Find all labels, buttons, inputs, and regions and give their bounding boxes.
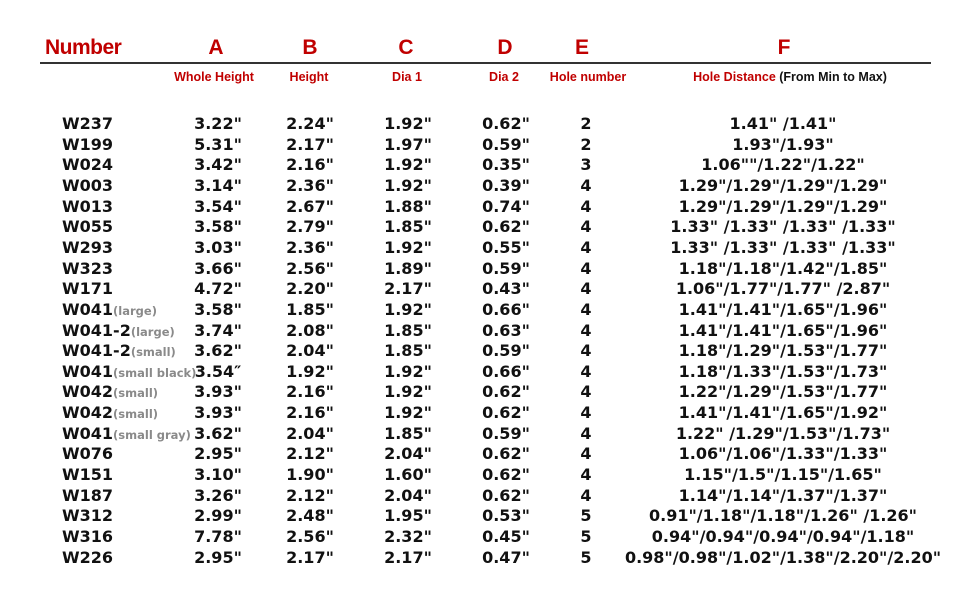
header-d: D (497, 36, 513, 59)
cell-f: 1.14"/1.14"/1.37"/1.37" (678, 485, 888, 505)
model-number: W013 (62, 196, 114, 216)
cell-a: 3.42" (194, 155, 242, 175)
cell-c: 2.04" (384, 485, 432, 505)
header-f: F (777, 36, 791, 59)
model-number: W323 (62, 258, 114, 278)
cell-f: 1.06""/1.22"/1.22" (701, 155, 865, 175)
cell-f: 1.33" /1.33" /1.33" /1.33" (670, 217, 896, 237)
cell-b: 2.17" (286, 547, 334, 567)
header-c: C (398, 36, 414, 59)
header-b: B (302, 36, 318, 59)
cell-f: 1.29"/1.29"/1.29"/1.29" (678, 175, 888, 195)
table-row (0, 548, 970, 568)
cell-number (62, 506, 113, 526)
table-row (0, 362, 970, 382)
cell-b: 2.16" (286, 403, 334, 423)
cell-b: 2.56" (286, 527, 334, 546)
model-number: W199 (62, 134, 114, 154)
cell-number (62, 403, 158, 424)
cell-f: 1.18"/1.18"/1.42"/1.85" (678, 258, 888, 278)
cell-a: 3.54″ (194, 361, 242, 381)
cell-a: 3.14" (194, 175, 242, 195)
cell-c: 1.92" (384, 403, 432, 423)
cell-number (62, 197, 113, 217)
model-number: W041-2 (62, 341, 131, 361)
cell-e: 4 (580, 175, 592, 195)
cell-d: 0.55" (482, 237, 530, 257)
cell-b: 2.16" (286, 155, 334, 175)
cell-f: 1.41"/1.41"/1.65"/1.92" (678, 403, 888, 423)
model-number: W041 (62, 299, 114, 319)
cell-f: 1.22"/1.29"/1.53"/1.77" (678, 382, 888, 402)
cell-e: 4 (580, 196, 592, 216)
cell-d: 0.62" (482, 382, 530, 402)
table-row (0, 382, 970, 402)
cell-d: 0.59" (482, 341, 530, 361)
cell-d: 0.62" (482, 465, 530, 485)
cell-c: 1.89" (384, 258, 432, 278)
table-row (0, 114, 970, 134)
table-row (0, 444, 970, 464)
cell-d: 0.62" (482, 485, 530, 505)
cell-b: 2.79" (286, 217, 334, 237)
cell-f: 1.22" /1.29"/1.53"/1.73" (675, 423, 891, 443)
model-number: W237 (62, 114, 114, 133)
cell-b: 1.85" (286, 299, 334, 319)
cell-e: 4 (580, 485, 592, 505)
model-number: W187 (62, 485, 114, 505)
cell-d: 0.66" (482, 361, 530, 381)
cell-number (62, 527, 113, 547)
cell-e: 2 (580, 134, 592, 154)
table-row (0, 135, 970, 155)
cell-number (62, 548, 113, 568)
table-row (0, 403, 970, 423)
cell-d: 0.63" (482, 320, 530, 340)
cell-e: 4 (580, 465, 592, 485)
cell-d: 0.74" (482, 196, 530, 216)
subheader-b: Height (289, 70, 329, 84)
cell-e: 4 (580, 258, 592, 278)
cell-e: 5 (580, 527, 592, 546)
cell-d: 0.59" (482, 134, 530, 154)
cell-c: 2.17" (384, 279, 432, 299)
subheader-f-label: Hole Distance (693, 70, 776, 84)
cell-b: 2.48" (286, 506, 334, 526)
cell-c: 1.85" (384, 320, 432, 340)
subheader-f (693, 70, 887, 84)
cell-number (62, 135, 113, 155)
model-number: W042 (62, 382, 114, 402)
cell-number (62, 259, 113, 279)
cell-number (62, 382, 158, 403)
cell-number (62, 238, 113, 258)
model-number: W076 (62, 444, 114, 464)
cell-e: 4 (580, 444, 592, 464)
cell-b: 2.67" (286, 196, 334, 216)
cell-number (62, 465, 113, 485)
model-number: W293 (62, 237, 114, 257)
table-row (0, 176, 970, 196)
cell-e: 5 (580, 547, 592, 567)
cell-a: 3.10" (194, 465, 242, 485)
cell-d: 0.66" (482, 299, 530, 319)
cell-d: 0.62" (482, 217, 530, 237)
model-number: W226 (62, 547, 114, 567)
cell-a: 3.93" (194, 382, 242, 402)
cell-c: 1.88" (384, 196, 432, 216)
cell-e: 4 (580, 217, 592, 237)
cell-d: 0.62" (482, 444, 530, 464)
cell-number (62, 155, 113, 175)
cell-e: 4 (580, 320, 592, 340)
cell-d: 0.39" (482, 175, 530, 195)
cell-f: 1.93"/1.93" (732, 134, 834, 154)
cell-c: 1.85" (384, 423, 432, 443)
cell-a: 4.72" (194, 279, 242, 299)
cell-a: 3.54" (194, 196, 242, 216)
cell-f: 1.15"/1.5"/1.15"/1.65" (684, 465, 882, 485)
model-note: (small gray) (113, 427, 191, 442)
table-row (0, 300, 970, 320)
cell-e: 4 (580, 382, 592, 402)
cell-a: 3.58" (194, 217, 242, 237)
cell-f: 1.33" /1.33" /1.33" /1.33" (670, 237, 896, 257)
model-note: (small) (113, 407, 159, 422)
cell-b: 2.16" (286, 382, 334, 402)
model-note: (small) (130, 345, 176, 360)
cell-f: 0.91"/1.18"/1.18"/1.26" /1.26" (648, 506, 918, 526)
table-row (0, 465, 970, 485)
cell-c: 1.92" (384, 155, 432, 175)
cell-c: 1.92" (384, 237, 432, 257)
table-row (0, 155, 970, 175)
cell-a: 7.78" (194, 527, 242, 546)
table-row (0, 527, 970, 547)
cell-a: 3.58" (194, 299, 242, 319)
cell-f: 1.41"/1.41"/1.65"/1.96" (678, 320, 888, 340)
cell-a: 3.62" (194, 423, 242, 443)
cell-f: 1.18"/1.29"/1.53"/1.77" (678, 341, 888, 361)
cell-f: 0.94"/0.94"/0.94"/0.94"/1.18" (651, 527, 915, 546)
header-divider (40, 62, 931, 64)
subheader-a: Whole Height (174, 70, 254, 84)
cell-c: 1.92" (384, 299, 432, 319)
model-number: W171 (62, 279, 114, 299)
cell-c: 1.92" (384, 361, 432, 381)
model-note: (small) (113, 386, 159, 401)
cell-number (62, 321, 175, 342)
cell-b: 2.04" (286, 341, 334, 361)
cell-b: 2.56" (286, 258, 334, 278)
cell-c: 1.92" (384, 175, 432, 195)
cell-e: 4 (580, 423, 592, 443)
cell-e: 4 (580, 341, 592, 361)
table-row (0, 486, 970, 506)
cell-d: 0.35" (482, 155, 530, 175)
table-row (0, 506, 970, 526)
cell-a: 3.74" (194, 320, 242, 340)
cell-number (62, 217, 113, 237)
model-number: W003 (62, 175, 114, 195)
cell-number (62, 300, 157, 321)
table-row (0, 197, 970, 217)
cell-c: 1.60" (384, 465, 432, 485)
table-row (0, 341, 970, 361)
cell-e: 4 (580, 403, 592, 423)
cell-c: 1.92" (384, 114, 432, 133)
cell-e: 4 (580, 237, 592, 257)
cell-c: 2.17" (384, 547, 432, 567)
cell-b: 2.17" (286, 134, 334, 154)
cell-a: 3.03" (194, 237, 242, 257)
model-note: (large) (113, 303, 157, 318)
cell-f: 1.18"/1.33"/1.53"/1.73" (678, 361, 888, 381)
cell-f: 1.06"/1.77"/1.77" /2.87" (675, 279, 891, 299)
table-row (0, 279, 970, 299)
model-number: W041 (62, 423, 114, 443)
cell-a: 3.22" (194, 114, 242, 133)
cell-b: 2.24" (286, 114, 334, 133)
cell-b: 2.08" (286, 320, 334, 340)
cell-a: 2.95" (194, 444, 242, 464)
header-number: Number (45, 36, 122, 59)
cell-a: 3.26" (194, 485, 242, 505)
cell-d: 0.62" (482, 403, 530, 423)
cell-number (62, 279, 113, 299)
model-number: W055 (62, 217, 114, 237)
cell-a: 3.93" (194, 403, 242, 423)
cell-c: 1.85" (384, 217, 432, 237)
cell-f: 1.06"/1.06"/1.33"/1.33" (678, 444, 888, 464)
model-number: W151 (62, 465, 114, 485)
table-row (0, 424, 970, 444)
cell-d: 0.43" (482, 279, 530, 299)
model-note: (small black) (113, 365, 197, 380)
table-row (0, 321, 970, 341)
cell-a: 3.66" (194, 258, 242, 278)
header-a: A (208, 36, 224, 59)
cell-b: 2.20" (286, 279, 334, 299)
model-number: W042 (62, 403, 114, 423)
cell-number (62, 444, 113, 464)
cell-e: 4 (580, 279, 592, 299)
model-number: W041-2 (62, 320, 131, 340)
cell-c: 1.95" (384, 506, 432, 526)
subheader-d: Dia 2 (489, 70, 519, 84)
model-number: W312 (62, 506, 114, 526)
cell-e: 4 (580, 361, 592, 381)
cell-number (62, 362, 196, 383)
cell-a: 5.31" (194, 134, 242, 154)
table-row (0, 217, 970, 237)
table-row (0, 259, 970, 279)
subheader-e: Hole number (549, 70, 627, 84)
cell-b: 2.12" (286, 444, 334, 464)
cell-e: 2 (580, 114, 592, 133)
cell-d: 0.53" (482, 506, 530, 526)
model-number: W024 (62, 155, 114, 175)
cell-f: 1.41"/1.41"/1.65"/1.96" (678, 299, 888, 319)
cell-f: 1.29"/1.29"/1.29"/1.29" (678, 196, 888, 216)
cell-b: 2.04" (286, 423, 334, 443)
model-number: W316 (62, 527, 114, 546)
cell-b: 1.92" (286, 361, 334, 381)
table-row (0, 238, 970, 258)
cell-a: 2.99" (194, 506, 242, 526)
subheader-f-note: (From Min to Max) (779, 70, 887, 84)
cell-c: 1.92" (384, 382, 432, 402)
model-note: (large) (130, 324, 175, 339)
subheader-c: Dia 1 (392, 70, 422, 84)
cell-number (62, 176, 113, 196)
cell-c: 2.04" (384, 444, 432, 464)
cell-a: 3.62" (194, 341, 242, 361)
cell-f: 0.98"/0.98"/1.02"/1.38"/2.20"/2.20" (624, 547, 942, 567)
cell-d: 0.59" (482, 258, 530, 278)
cell-b: 2.12" (286, 485, 334, 505)
cell-d: 0.45" (482, 527, 530, 546)
cell-e: 3 (580, 155, 592, 175)
cell-e: 5 (580, 506, 592, 526)
cell-number (62, 424, 191, 445)
cell-b: 2.36" (286, 175, 334, 195)
cell-f: 1.41" /1.41" (729, 114, 837, 133)
cell-number (62, 341, 176, 362)
cell-number (62, 114, 113, 134)
cell-d: 0.47" (482, 547, 530, 567)
cell-b: 2.36" (286, 237, 334, 257)
cell-d: 0.62" (482, 114, 530, 133)
cell-a: 2.95" (194, 547, 242, 567)
cell-d: 0.59" (482, 423, 530, 443)
cell-c: 1.97" (384, 134, 432, 154)
model-number: W041 (62, 361, 114, 381)
cell-e: 4 (580, 299, 592, 319)
cell-number (62, 486, 113, 506)
header-e: E (574, 36, 590, 59)
cell-c: 2.32" (384, 527, 432, 546)
cell-b: 1.90" (286, 465, 334, 485)
cell-c: 1.85" (384, 341, 432, 361)
